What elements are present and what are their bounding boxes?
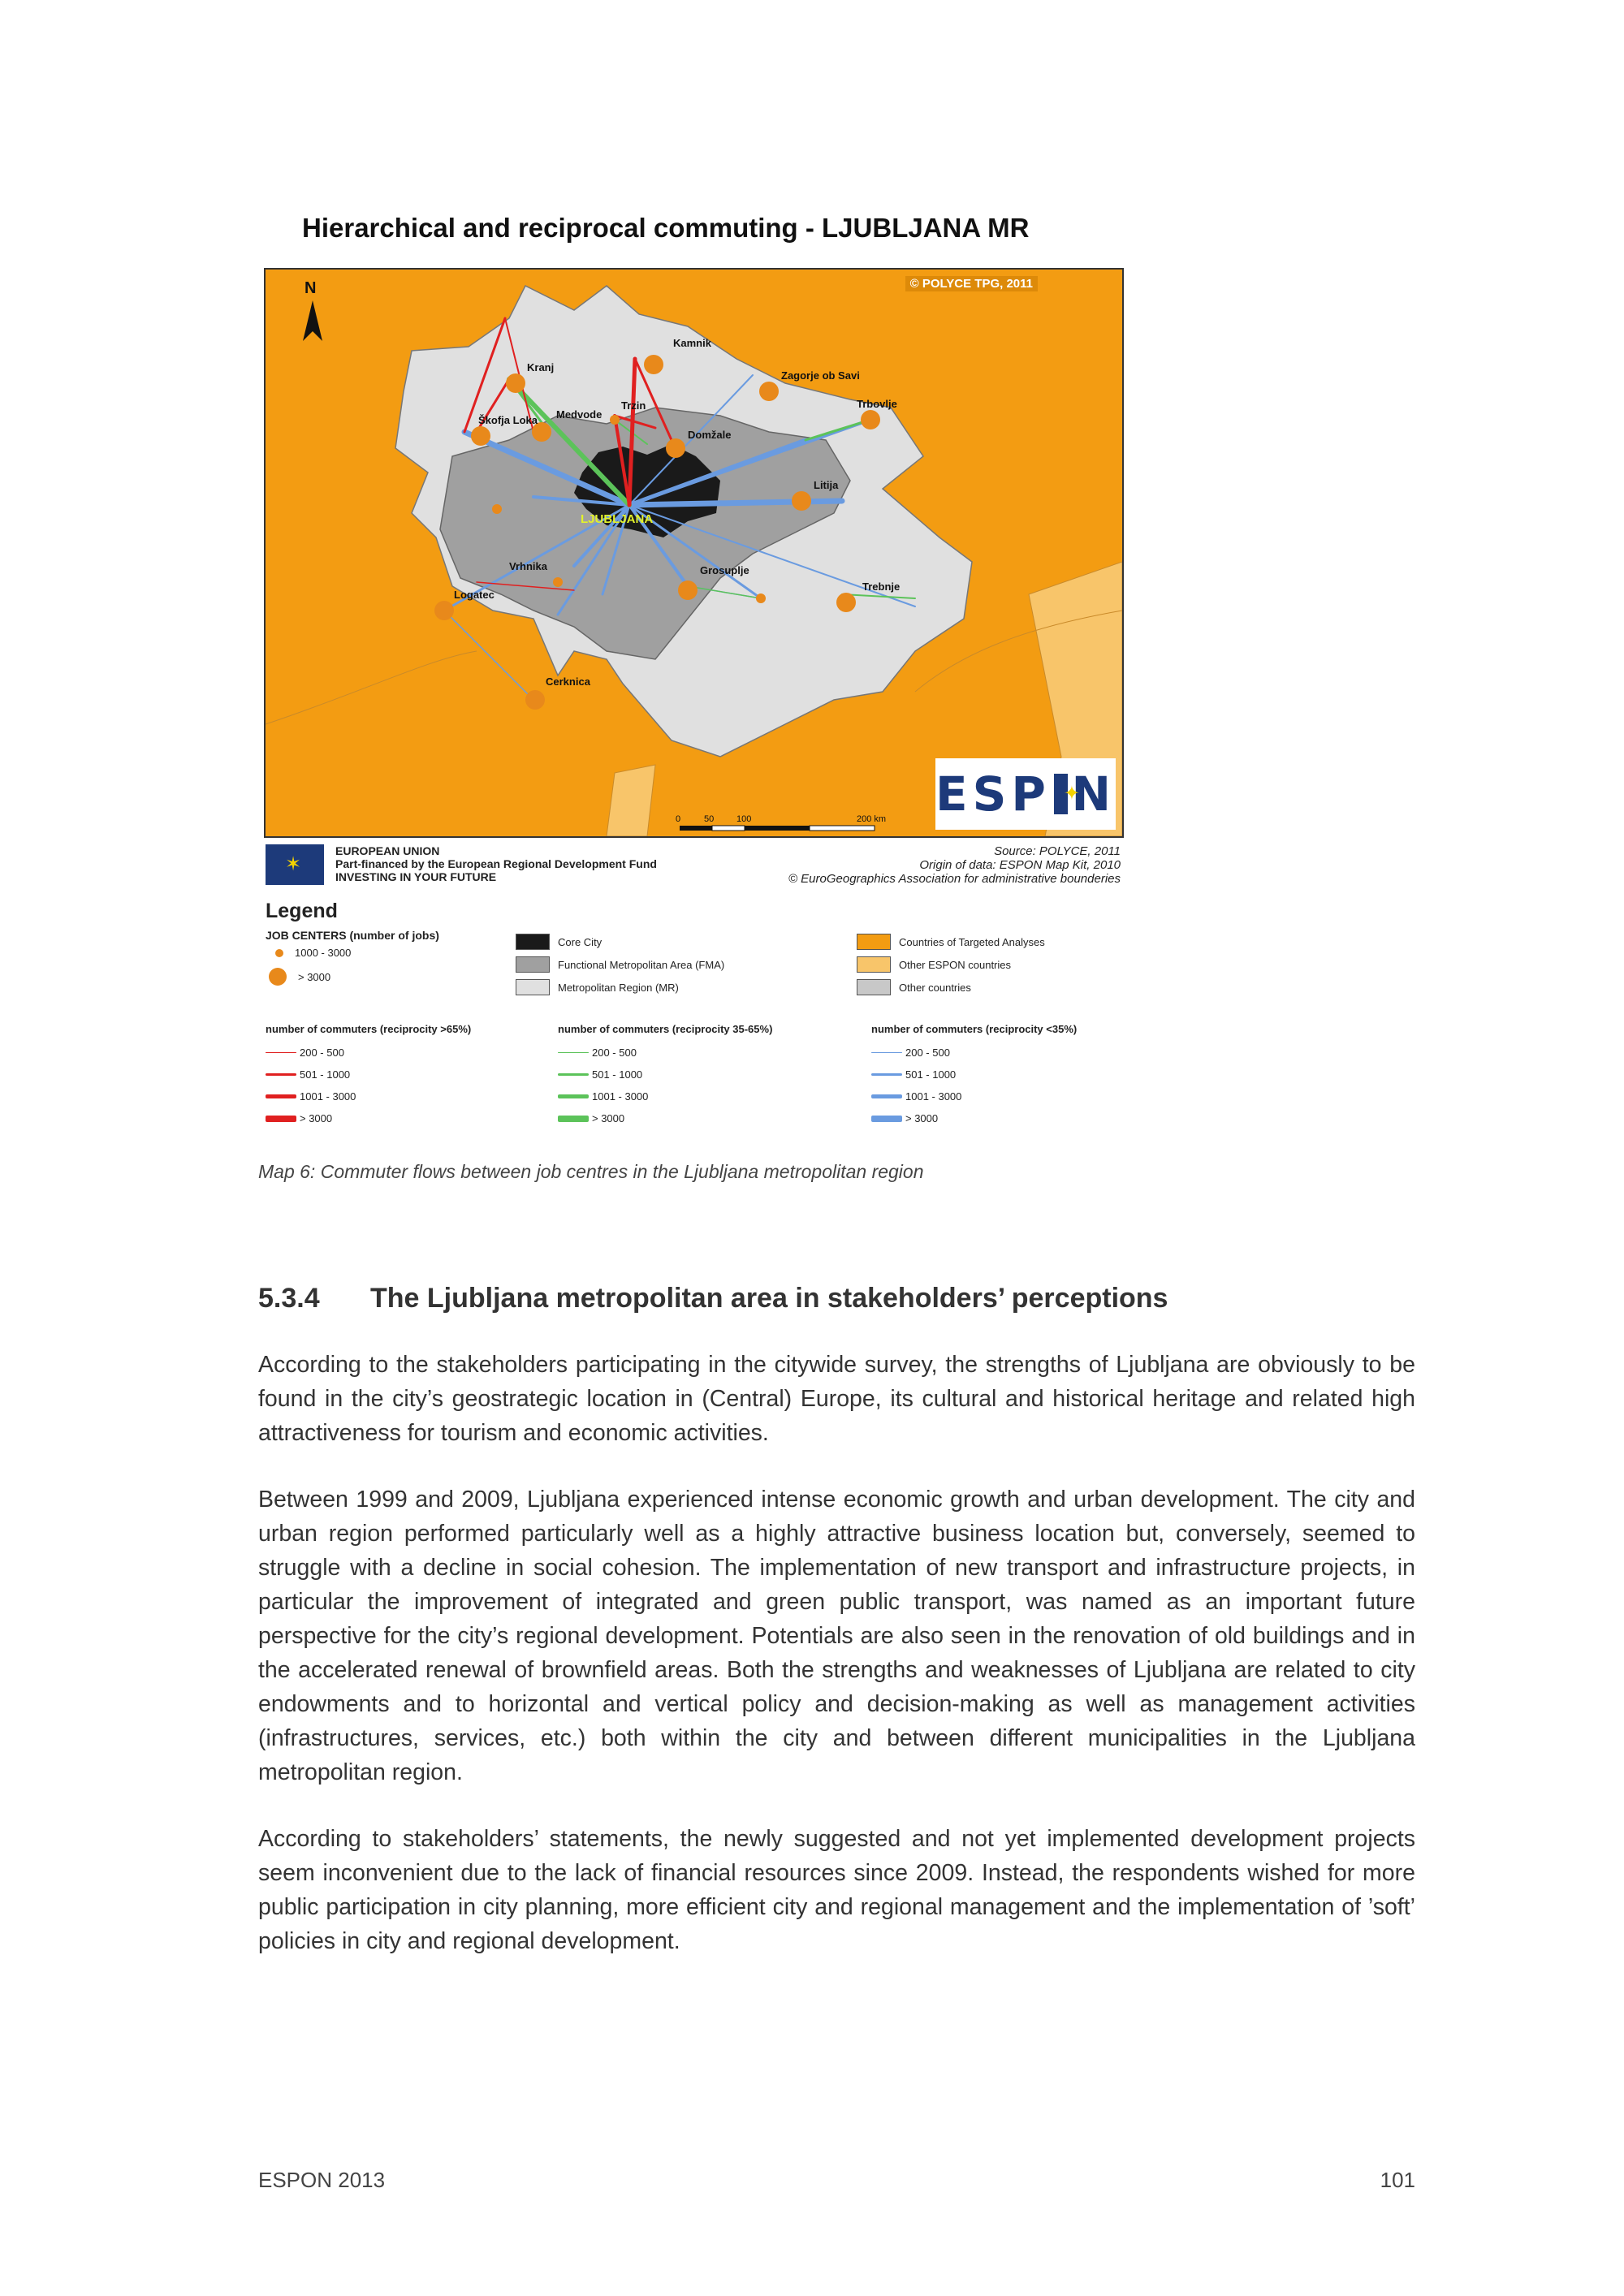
- espon-logo-right: N: [1071, 766, 1116, 822]
- place-label: Trebnje: [862, 580, 901, 593]
- section-title: The Ljubljana metropolitan area in stakeholders’ perceptions: [370, 1283, 1168, 1314]
- paragraph: According to stakeholders’ statements, the newly suggested and not yet implemented development projects seem inconvenient due to the lack of financial resources since 2009. Instead, the respondents wished for more public participation in city planning, more efficient city and regional management and the implementation of ’soft’ policies in city and regional development.: [258, 1826, 1415, 1954]
- place-label: Zagorje ob Savi: [781, 369, 860, 382]
- legend-mr: Metropolitan Region (MR): [516, 979, 679, 995]
- espon-logo-left: ESP: [935, 766, 1051, 822]
- job-center-skofja-loka: [471, 426, 490, 446]
- espon-logo-o: [1054, 774, 1069, 814]
- place-label: Trzin: [621, 399, 646, 412]
- job-center-grosuplje: [678, 580, 698, 600]
- eu-flag-icon: [266, 844, 324, 885]
- north-arrow: [296, 279, 329, 344]
- legend-country-other: Other countries: [857, 979, 971, 995]
- job-center-kranj: [506, 373, 525, 393]
- place-label: Kamnik: [673, 337, 711, 349]
- map-title: Hierarchical and reciprocal commuting - LJUBLJANA MR: [302, 213, 1030, 243]
- page-number: 101: [1380, 2168, 1415, 2192]
- eu-funding-text: EUROPEAN UNION Part-financed by the European Regional Development Fund INVESTING IN YOUR FUTURE: [335, 844, 657, 883]
- place-label: Kranj: [527, 361, 555, 373]
- place-label: Vrhnika: [509, 560, 547, 572]
- scale-bar: [676, 814, 886, 831]
- place-label: Trbovlje: [857, 398, 897, 410]
- map-legend: [264, 893, 1121, 1137]
- legend-job-small: 1000 - 3000: [272, 947, 351, 959]
- paragraph: Between 1999 and 2009, Ljubljana experienced intense economic growth and urban development. The city and urban region performed particularly well as a highly attractive business location but, conversely, seemed to struggle with a decline in social cohesion. The implementation of new transport and infrastructure projects, in particular the improvement of integrated and green public transport, was named as an important future perspective for the city’s regional development. Potentials are also seen in the renovation of old buildings and in the accelerated renewal of brownfield areas. Both the strengths and weaknesses of Ljubljana are related to city endowments and to horizontal and vertical policy and decision-making as well as management activities (infrastructures, services, etc.) both within the city and between different municipalities in the Ljubljana metropolitan region.: [258, 1487, 1415, 1785]
- map-canvas: [266, 270, 1122, 836]
- job-center-logatec: [434, 601, 454, 620]
- job-center-trbovlje: [861, 410, 880, 429]
- map-caption: Map 6: Commuter flows between job centres in the Ljubljana metropolitan region: [258, 1161, 924, 1182]
- job-centers-title: JOB CENTERS (number of jobs): [266, 929, 439, 942]
- job-center-trebnje: [836, 593, 856, 612]
- map-attribution: [264, 841, 1121, 890]
- legend-job-large: > 3000: [269, 968, 330, 986]
- job-center-litija: [792, 491, 811, 511]
- legend-flows-high: number of commuters (reciprocity >65%) 200 - 500 501 - 1000 1001 - 3000 > 3000: [266, 1023, 472, 1124]
- job-center-trzin: [610, 415, 620, 425]
- paragraph: According to the stakeholders participating in the citywide survey, the strengths of Ljubljana are obviously to be found in the city’s geostrategic location in (Central) Europe, its cultural and historical heritage and related high attractiveness for tourism and economic activities.: [258, 1352, 1415, 1446]
- place-label: Logatec: [454, 589, 495, 601]
- other-espon-region: [607, 765, 655, 836]
- job-center-cerknica: [525, 690, 545, 710]
- scale-label: 50: [704, 814, 715, 824]
- large-dot-icon: [269, 968, 287, 986]
- place-label: Medvode: [556, 408, 603, 421]
- legend-flows-mid: number of commuters (reciprocity 35-65%) 200 - 500 501 - 1000 1001 - 3000 > 3000: [558, 1023, 773, 1124]
- source-text: Source: POLYCE, 2011 Origin of data: ESPON Map Kit, 2010 © EuroGeographics Association for administrative bounderies: [788, 844, 1121, 886]
- scale-label: 200 km: [857, 814, 887, 824]
- scale-label: 100: [736, 814, 752, 824]
- espon-logo: [935, 758, 1116, 830]
- scale-label: 0: [676, 814, 681, 824]
- job-center-small: [492, 504, 502, 514]
- footer-left: ESPON 2013: [258, 2168, 386, 2192]
- place-label: Litija: [814, 479, 839, 491]
- place-label: Domžale: [688, 429, 732, 441]
- legend-country-espon: Other ESPON countries: [857, 956, 1011, 973]
- commuting-map: [264, 268, 1124, 838]
- section-number: 5.3.4: [258, 1283, 320, 1314]
- job-center-vrhnika: [553, 577, 563, 587]
- legend-fma: Functional Metropolitan Area (FMA): [516, 956, 724, 973]
- job-center-zagorje: [759, 382, 779, 401]
- place-label: Škofja Loka: [478, 414, 538, 426]
- legend-core-city: Core City: [516, 934, 602, 950]
- place-label: Grosuplje: [700, 564, 749, 576]
- small-dot-icon: [275, 949, 283, 957]
- job-center-kamnik: [644, 355, 663, 374]
- north-label: N: [304, 279, 317, 297]
- legend-flows-low: number of commuters (reciprocity <35%) 200 - 500 501 - 1000 1001 - 3000 > 3000: [871, 1023, 1078, 1124]
- core-city-label: LJUBLJANA: [581, 512, 654, 526]
- map-credit: © POLYCE TPG, 2011: [905, 276, 1038, 291]
- place-label: Cerknica: [546, 675, 590, 688]
- section-heading: [258, 1283, 1168, 1314]
- legend-title: Legend: [266, 900, 338, 922]
- job-center-small: [756, 593, 766, 603]
- legend-country-targeted: Countries of Targeted Analyses: [857, 934, 1045, 950]
- job-center-domzale: [666, 438, 685, 458]
